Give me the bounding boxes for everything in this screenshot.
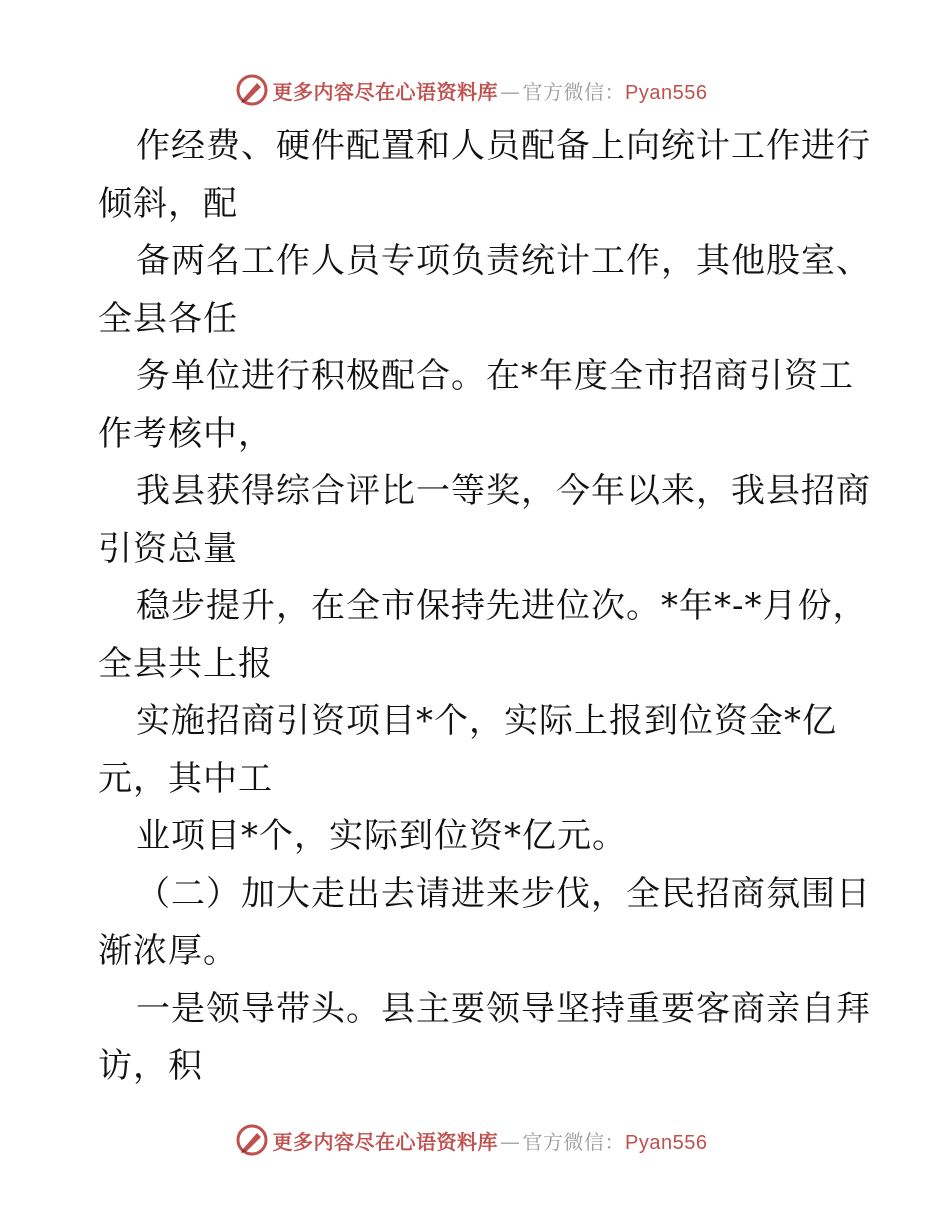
text-line: 元，其中工: [98, 758, 273, 799]
text-line: 务单位进行积极配合。在*年度全市招商引资工: [136, 356, 854, 396]
banner-text: [273, 76, 708, 105]
text-line: 业项目*个，实际到位资*亿元。: [136, 816, 627, 856]
text-line: 全县各任: [98, 298, 238, 339]
document-body: [98, 118, 871, 1096]
text-line: 倾斜，配: [98, 183, 238, 224]
text-line: 作经费、硬件配置和人员配备上向统计工作进行: [136, 126, 871, 166]
text-line: 实施招商引资项目*个，实际上报到位资金*亿: [136, 701, 837, 741]
banner-main-text: 更多内容尽在心语资料库: [272, 79, 499, 104]
banner-wechat-id: Pyan556: [625, 81, 708, 104]
text-line: 引资总量: [98, 528, 238, 569]
pen-logo-icon: [235, 1123, 269, 1157]
footer-banner: [0, 1118, 950, 1162]
banner-dash: —: [500, 79, 521, 104]
text-line: 渐浓厚。: [98, 931, 238, 971]
text-line: 稳步提升，在全市保持先进位次。*年*-*月份，: [136, 586, 868, 626]
text-line: （二）加大走出去请进来步伐，全民招商氛围日: [136, 873, 871, 914]
text-line: 作考核中，: [98, 413, 273, 454]
text-line: 全县共上报: [98, 643, 273, 684]
banner-wechat-label: 官方微信：: [522, 79, 626, 104]
text-line: 一是领导带头。县主要领导坚持重要客商亲自拜: [136, 988, 871, 1029]
text-line: 访，积: [98, 1046, 203, 1086]
header-banner: [0, 68, 950, 112]
banner-dash: —: [500, 1129, 521, 1154]
banner-main-text: 更多内容尽在心语资料库: [272, 1129, 499, 1154]
pen-logo-icon: [235, 73, 269, 107]
banner-wechat-id: Pyan556: [625, 1131, 708, 1154]
text-line: 我县获得综合评比一等奖，今年以来，我县招商: [136, 471, 871, 511]
text-line: 备两名工作人员专项负责统计工作，其他股室、: [136, 241, 871, 281]
banner-text: [273, 1126, 708, 1155]
banner-wechat-label: 官方微信：: [522, 1129, 626, 1154]
